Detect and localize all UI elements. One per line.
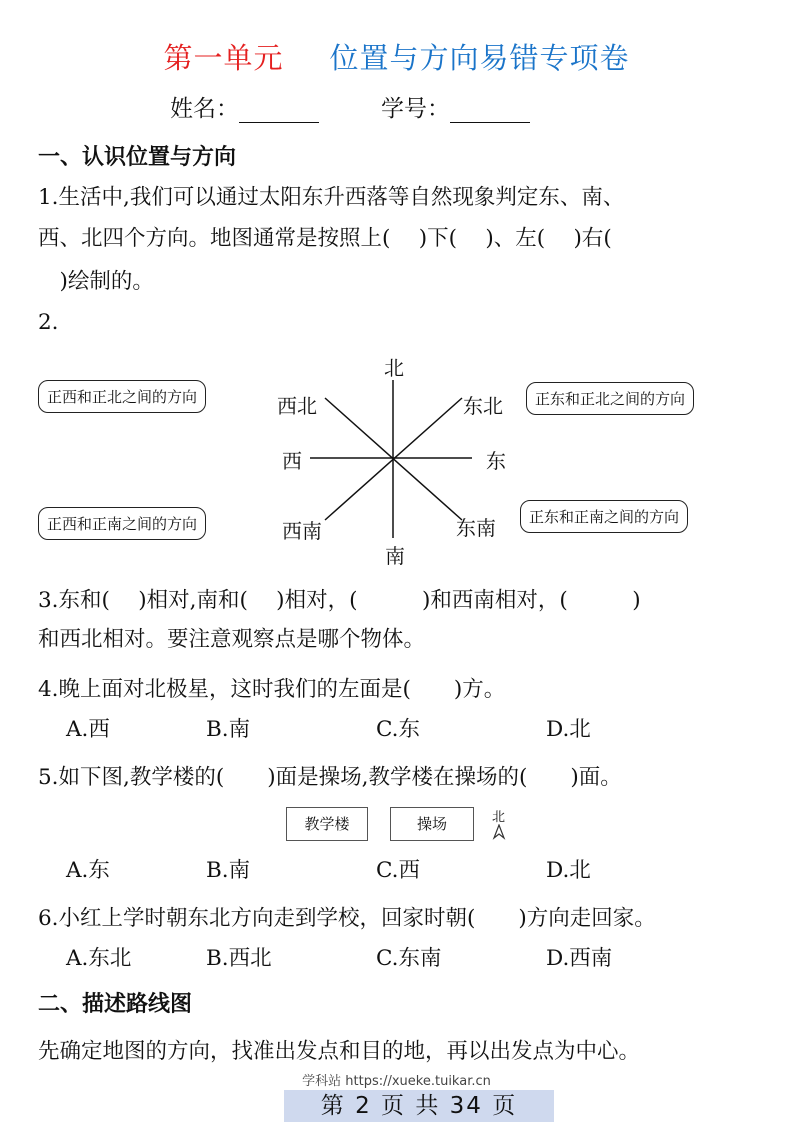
id-blank[interactable] (450, 98, 530, 123)
unit-label: 第一单元 (163, 41, 284, 75)
id-label: 学号： (381, 96, 450, 122)
section2-text: 先确定地图的方向，找准出发点和目的地，再以出发点为中心。 (38, 1039, 641, 1064)
q6-option-c[interactable]: C.东南 (376, 946, 442, 971)
playground-box: 操场 (390, 807, 474, 841)
dir-southwest: 西南 (282, 519, 322, 543)
dir-east: 东 (486, 449, 506, 473)
north-label: 北 (492, 810, 506, 825)
dir-west: 西 (282, 449, 302, 473)
q6-question: 6.小红上学时朝东北方向走到学校，回家时朝( )方向走回家。 (38, 906, 656, 931)
bubble-southeast: 正东和正南之间的方向 (520, 500, 688, 533)
q5-option-c[interactable]: C.西 (376, 858, 421, 883)
dir-south: 南 (385, 544, 405, 568)
q5-question: 5.如下图,教学楼的( )面是操场,教学楼在操场的( )面。 (38, 765, 622, 790)
dir-north: 北 (384, 356, 404, 380)
q2-number: 2. (38, 310, 59, 335)
name-id-row (170, 90, 530, 123)
section2-title: 二、描述路线图 (38, 992, 193, 1017)
q1-line3: )绘制的。 (38, 269, 154, 294)
bubble-northeast: 正东和正北之间的方向 (526, 382, 694, 415)
dir-northwest: 西北 (277, 394, 317, 418)
q6-option-d[interactable]: D.西南 (546, 946, 613, 971)
page-indicator: 第 2 页 共 34 页 (284, 1090, 554, 1122)
q6-option-a[interactable]: A.东北 (66, 946, 132, 971)
q6-option-b[interactable]: B.西北 (206, 946, 272, 971)
north-arrow-icon (492, 824, 506, 840)
bubble-northwest: 正西和正北之间的方向 (38, 380, 206, 413)
q4-option-a[interactable]: A.西 (66, 717, 110, 742)
q1-line2: 西、北四个方向。地图通常是按照上( )下( )、左( )右( (38, 226, 612, 251)
q5-option-d[interactable]: D.北 (546, 858, 591, 883)
q4-option-c[interactable]: C.东 (376, 717, 421, 742)
section1-title: 一、认识位置与方向 (38, 145, 237, 170)
q1-line1: 1.生活中,我们可以通过太阳东升西落等自然现象判定东、南、 (38, 185, 625, 210)
paper-title: 位置与方向易错专项卷 (329, 41, 630, 75)
bubble-southwest: 正西和正南之间的方向 (38, 507, 206, 540)
page-title (0, 36, 793, 77)
q3-line1: 3.东和( )相对,南和( )相对，( )和西南相对，( ) (38, 588, 641, 613)
q5-option-a[interactable]: A.东 (66, 858, 110, 883)
footer-url: 学科站 https://xueke.tuikar.cn (302, 1074, 491, 1089)
name-label: 姓名： (170, 96, 239, 122)
dir-northeast: 东北 (463, 394, 503, 418)
q3-line2: 和西北相对。要注意观察点是哪个物体。 (38, 627, 426, 652)
dir-southeast: 东南 (456, 516, 496, 540)
q4-option-d[interactable]: D.北 (546, 717, 591, 742)
q4-option-b[interactable]: B.南 (206, 717, 251, 742)
q5-option-b[interactable]: B.南 (206, 858, 251, 883)
name-blank[interactable] (239, 98, 319, 123)
building-box: 教学楼 (286, 807, 368, 841)
q4-question: 4.晚上面对北极星，这时我们的左面是( )方。 (38, 677, 506, 702)
